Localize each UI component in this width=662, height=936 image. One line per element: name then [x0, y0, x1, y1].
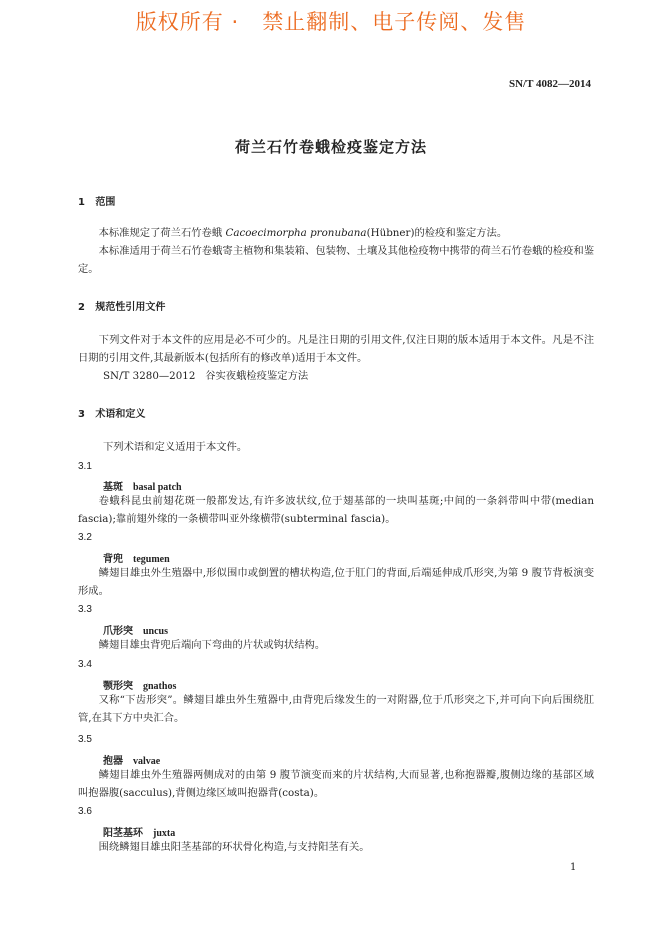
- term-title: 阳茎基环 juxta: [103, 828, 176, 839]
- normative-reference: SN/T 3280—2012 谷实夜蛾检疫鉴定方法: [103, 370, 309, 382]
- term-number: 3.2: [78, 532, 92, 543]
- term-title: 抱器 valvae: [103, 756, 161, 767]
- section-2-heading: 2 规范性引用文件: [78, 302, 166, 313]
- term-number: 3.4: [78, 659, 92, 670]
- section-3-heading: 3 术语和定义: [78, 409, 146, 420]
- term-title: 背兜 tegumen: [103, 554, 170, 565]
- term-title: 爪形突 uncus: [103, 626, 169, 637]
- term-definition: 鳞翅目雄虫外生殖器中,形似围巾或倒置的槽状构造,位于肛门的背面,后端延伸成爪形突,为第 9 腹节背板演变形成。: [78, 567, 594, 597]
- section-3-intro: 下列术语和定义适用于本文件。: [103, 441, 248, 453]
- section-2-paragraph-1: 下列文件对于本文件的应用是必不可少的。凡是注日期的引用文件,仅注日期的版本适用于本文件。凡是不注日期的引用文件,其最新版本(包括所有的修改单)适用于本文件。: [78, 334, 594, 364]
- section-1-paragraph-2: 本标准适用于荷兰石竹卷蛾寄主植物和集装箱、包装物、土壤及其他检疫物中携带的荷兰石竹卷蛾的检疫和鉴定。: [78, 245, 594, 275]
- scientific-name: Cacoecimorpha pronubana: [225, 227, 367, 239]
- term-number: 3.1: [78, 461, 92, 472]
- term-number: 3.3: [78, 604, 92, 615]
- term-definition: 鳞翅目雄虫背兜后端向下弯曲的片状或钩状结构。: [98, 639, 326, 651]
- section-1-paragraph-1: 本标准规定了荷兰石竹卷蛾 Cacoecimorpha pronubana(Hübner)的检疫和鉴定方法。: [98, 227, 508, 239]
- term-definition: 围绕鳞翅目雄虫阳茎基部的环状骨化构造,与支持阳茎有关。: [98, 841, 370, 853]
- term-number: 3.5: [78, 734, 92, 745]
- page-number: 1: [570, 862, 577, 873]
- standard-number: SN/T 4082—2014: [508, 78, 591, 90]
- term-definition: 又称“下齿形突”。鳞翅目雄虫外生殖器中,由背兜后缘发生的一对附器,位于爪形突之下,并可向下向后围绕肛管,在其下方中央汇合。: [78, 694, 594, 724]
- document-title: 荷兰石竹卷蛾检疫鉴定方法: [234, 138, 427, 156]
- section-1-heading: 1 范围: [78, 197, 116, 208]
- copyright-watermark: 版权所有 · 禁止翻制、电子传阅、发售: [135, 10, 527, 34]
- term-definition: 鳞翅目雄虫外生殖器两侧成对的由第 9 腹节演变而来的片状结构,大而显著,也称抱器瓣,腹侧边缘的基部区域叫抱器腹(sacculus),背侧边缘区域叫抱器背(costa)。: [78, 769, 594, 799]
- term-number: 3.6: [78, 806, 92, 817]
- term-title: 颚形突 gnathos: [103, 681, 177, 692]
- term-definition: 卷蛾科昆虫前翅花斑一般都发达,有许多波状纹,位于翅基部的一块叫基斑;中间的一条斜带叫中带(median fascia);靠前翅外缘的一条横带叫亚外缘横带(subterminal fascia)。: [78, 495, 594, 525]
- term-title: 基斑 basal patch: [103, 482, 182, 493]
